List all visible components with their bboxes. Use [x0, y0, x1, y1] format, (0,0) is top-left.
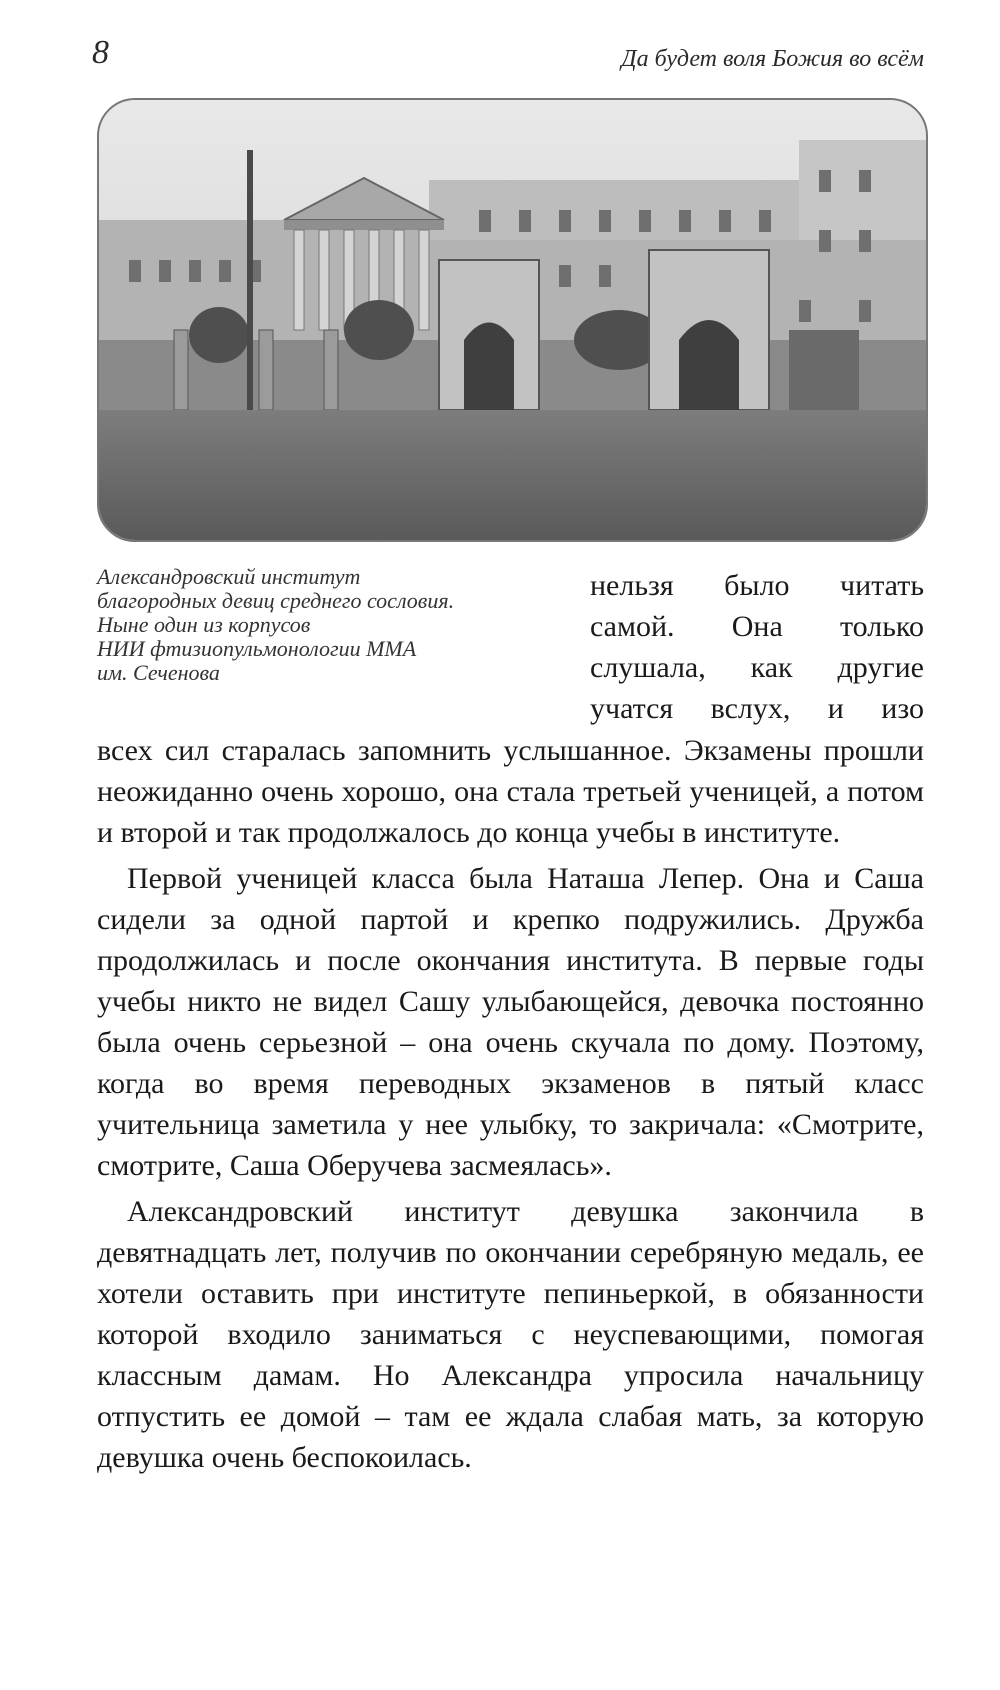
- wrapped-text-beside-caption: [590, 565, 924, 729]
- text-line: учатся вслух, и изо: [590, 692, 924, 725]
- text-line: самой. Она только: [590, 610, 924, 643]
- figure-caption: [97, 565, 567, 685]
- caption-line: Ныне один из корпусов: [97, 612, 311, 637]
- running-title: Да будет воля Божия во всём: [621, 46, 924, 72]
- caption-line: им. Сеченова: [97, 660, 220, 685]
- text-line: нельзя было читать: [590, 569, 924, 602]
- text-line: слушала, как другие: [590, 651, 924, 684]
- caption-line: благородных девиц среднего сословия.: [97, 588, 455, 613]
- body-text: [97, 730, 924, 1483]
- caption-line: НИИ фтизиопульмонологии ММА: [97, 636, 417, 661]
- paragraph: Александровский институт девушка закончила в девятнадцать лет, получив по окончании серебряную медаль, ее хотели оставить при институте пепиньеркой, в обязанности которой входило заниматься с неуспевающими, помогая классным дамам. Но Александра упросила начальницу отпустить ее домой – там ее ждала слабая мать, за которую девушка очень беспокоилась.: [97, 1195, 924, 1474]
- running-head: [92, 34, 924, 84]
- page-number: 8: [92, 34, 109, 71]
- paragraph: всех сил старалась запомнить услышанное. Экзамены прошли неожиданно очень хорошо, она стала третьей ученицей, а потом и второй и так продолжалось до конца учебы в институте.: [97, 734, 924, 849]
- caption-line: Александровский институт: [97, 564, 361, 589]
- paragraph: Первой ученицей класса была Наташа Лепер. Она и Саша сидели за одной партой и крепко подружились. Дружба продолжилась и после окончания института. В первые годы учебы никто не видел Сашу улыбающейся, девочка постоянно была очень серьезной – она очень скучала по дому. Поэтому, когда во время переводных экзаменов в пятый класс учительница заметила у нее улыбку, то закричала: «Смотрите, смотрите, Саша Оберучева засмеялась».: [97, 862, 924, 1182]
- historical-building-photo: [97, 98, 928, 542]
